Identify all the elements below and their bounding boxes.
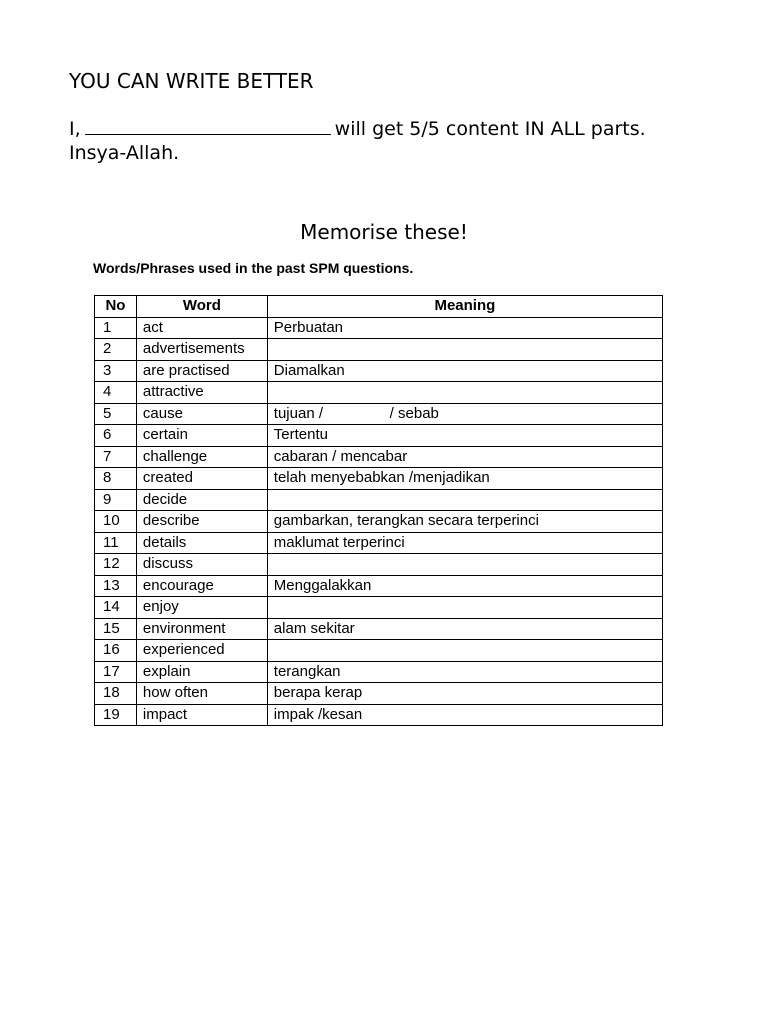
column-header-no: No bbox=[95, 296, 137, 318]
cell-no: 15 bbox=[95, 618, 137, 640]
table-row bbox=[95, 554, 663, 576]
table-row bbox=[95, 403, 663, 425]
cell-no: 2 bbox=[95, 339, 137, 361]
cell-word: attractive bbox=[136, 382, 267, 404]
column-header-word: Word bbox=[136, 296, 267, 318]
page-title: YOU CAN WRITE BETTER bbox=[69, 69, 314, 93]
cell-meaning: telah menyebabkan /menjadikan bbox=[267, 468, 662, 490]
cell-word: act bbox=[136, 317, 267, 339]
cell-word: decide bbox=[136, 489, 267, 511]
table-row bbox=[95, 468, 663, 490]
cell-meaning: tujuan / / sebab bbox=[267, 403, 662, 425]
table-row bbox=[95, 317, 663, 339]
cell-meaning: terangkan bbox=[267, 661, 662, 683]
cell-word: challenge bbox=[136, 446, 267, 468]
name-blank-line bbox=[85, 116, 331, 135]
cell-word: are practised bbox=[136, 360, 267, 382]
cell-no: 8 bbox=[95, 468, 137, 490]
cell-word: experienced bbox=[136, 640, 267, 662]
cell-word: certain bbox=[136, 425, 267, 447]
cell-meaning bbox=[267, 597, 662, 619]
pledge-prefix: I, bbox=[69, 118, 81, 140]
cell-meaning: impak /kesan bbox=[267, 704, 662, 726]
cell-word: discuss bbox=[136, 554, 267, 576]
cell-meaning: Tertentu bbox=[267, 425, 662, 447]
pledge-line-2: Insya-Allah. bbox=[69, 142, 180, 164]
table-row bbox=[95, 511, 663, 533]
cell-word: describe bbox=[136, 511, 267, 533]
cell-word: how often bbox=[136, 683, 267, 705]
table-row bbox=[95, 532, 663, 554]
cell-word: environment bbox=[136, 618, 267, 640]
cell-no: 5 bbox=[95, 403, 137, 425]
cell-meaning: maklumat terperinci bbox=[267, 532, 662, 554]
table-row bbox=[95, 489, 663, 511]
cell-meaning bbox=[267, 382, 662, 404]
table-row bbox=[95, 597, 663, 619]
table-row bbox=[95, 425, 663, 447]
cell-no: 7 bbox=[95, 446, 137, 468]
cell-no: 11 bbox=[95, 532, 137, 554]
cell-word: encourage bbox=[136, 575, 267, 597]
cell-no: 10 bbox=[95, 511, 137, 533]
cell-meaning: Perbuatan bbox=[267, 317, 662, 339]
cell-no: 18 bbox=[95, 683, 137, 705]
cell-word: explain bbox=[136, 661, 267, 683]
table-row bbox=[95, 382, 663, 404]
cell-no: 13 bbox=[95, 575, 137, 597]
cell-no: 3 bbox=[95, 360, 137, 382]
pledge-statement bbox=[69, 116, 709, 165]
cell-no: 9 bbox=[95, 489, 137, 511]
cell-meaning bbox=[267, 339, 662, 361]
cell-word: enjoy bbox=[136, 597, 267, 619]
cell-no: 19 bbox=[95, 704, 137, 726]
cell-meaning: cabaran / mencabar bbox=[267, 446, 662, 468]
vocabulary-table bbox=[94, 295, 663, 726]
cell-no: 12 bbox=[95, 554, 137, 576]
column-header-meaning: Meaning bbox=[267, 296, 662, 318]
table-row bbox=[95, 339, 663, 361]
cell-no: 14 bbox=[95, 597, 137, 619]
cell-word: details bbox=[136, 532, 267, 554]
table-caption: Words/Phrases used in the past SPM questions. bbox=[93, 260, 414, 276]
cell-meaning bbox=[267, 489, 662, 511]
cell-word: advertisements bbox=[136, 339, 267, 361]
table-row bbox=[95, 360, 663, 382]
pledge-suffix: will get 5/5 content IN ALL parts. bbox=[334, 118, 646, 140]
cell-meaning: berapa kerap bbox=[267, 683, 662, 705]
table-header-row bbox=[95, 296, 663, 318]
cell-no: 6 bbox=[95, 425, 137, 447]
cell-word: created bbox=[136, 468, 267, 490]
cell-meaning: gambarkan, terangkan secara terperinci bbox=[267, 511, 662, 533]
table-row bbox=[95, 575, 663, 597]
cell-no: 1 bbox=[95, 317, 137, 339]
table-row bbox=[95, 618, 663, 640]
cell-no: 16 bbox=[95, 640, 137, 662]
table-row bbox=[95, 446, 663, 468]
cell-word: impact bbox=[136, 704, 267, 726]
cell-meaning: alam sekitar bbox=[267, 618, 662, 640]
table-row bbox=[95, 704, 663, 726]
section-heading: Memorise these! bbox=[300, 220, 468, 244]
table-body bbox=[95, 317, 663, 726]
cell-no: 17 bbox=[95, 661, 137, 683]
table-row bbox=[95, 661, 663, 683]
table-row bbox=[95, 640, 663, 662]
cell-meaning: Menggalakkan bbox=[267, 575, 662, 597]
cell-meaning: Diamalkan bbox=[267, 360, 662, 382]
cell-word: cause bbox=[136, 403, 267, 425]
cell-meaning bbox=[267, 554, 662, 576]
cell-no: 4 bbox=[95, 382, 137, 404]
table-row bbox=[95, 683, 663, 705]
cell-meaning bbox=[267, 640, 662, 662]
